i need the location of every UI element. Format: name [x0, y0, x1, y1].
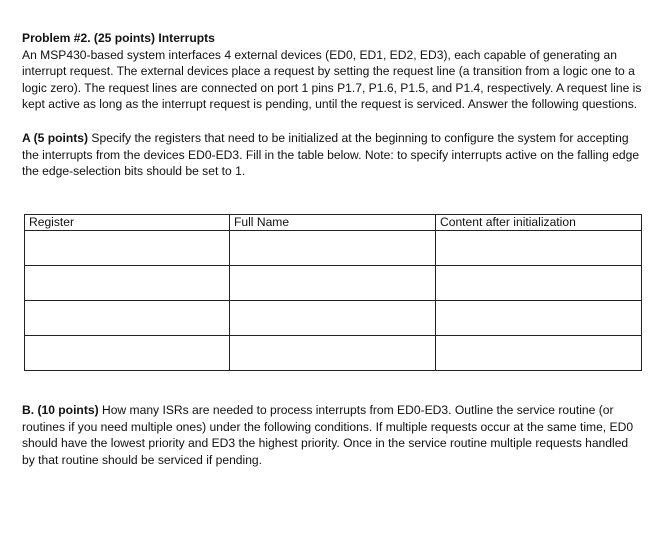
part-b-label: B. (10 points) [22, 403, 99, 417]
problem-section [22, 30, 644, 180]
problem-intro: An MSP430-based system interfaces 4 external devices (ED0, ED1, ED2, ED3), each capable of generating an interrupt request. The external devices place a request by setting the request line (a transition from a logic one to a logic zero). The request lines are connected on port 1 pins P1.7, P1.6, P1.5, and P1.4, respectively. A request line is kept active as long as the interrupt request is pending, until the request is serviced. Answer the following questions. [22, 47, 642, 112]
table-cell[interactable] [436, 301, 642, 336]
part-b-text: How many ISRs are needed to process interrupts from ED0-ED3. Outline the service routine (or routines if you need multiple ones) under the following conditions. If multiple requests occur at the same time, ED0 should have the lowest priority and ED3 the highest priority. Once in the service routine multiple requests handled by that routine should be serviced if pending. [22, 403, 634, 467]
table-cell[interactable] [436, 266, 642, 301]
table-cell[interactable] [230, 336, 436, 371]
part-a-label: A (5 points) [22, 130, 89, 145]
header-register: Register [25, 215, 230, 231]
table-cell[interactable] [25, 336, 230, 371]
problem-title: Problem #2. (25 points) Interrupts [22, 31, 215, 45]
part-a-text: Specify the registers that need to be initialized at the beginning to configure the system for accepting the interrupts from the devices ED0-ED3. Fill in the table below. Note: to specify interrupts active on the falling edge the edge-selection bits should be set to 1. [22, 130, 640, 179]
part-b-section [22, 402, 644, 468]
table-row [25, 266, 642, 301]
table-cell[interactable] [25, 266, 230, 301]
table-cell[interactable] [230, 231, 436, 266]
table-header-row [25, 215, 642, 231]
table-cell[interactable] [436, 231, 642, 266]
table-cell[interactable] [230, 301, 436, 336]
table-row [25, 336, 642, 371]
header-content: Content after initialization [436, 215, 642, 231]
table-row [25, 301, 642, 336]
table-cell[interactable] [25, 231, 230, 266]
part-a-prompt [22, 130, 644, 180]
table-row [25, 231, 642, 266]
part-b-prompt [22, 402, 644, 468]
header-full-name: Full Name [230, 215, 436, 231]
table-cell[interactable] [436, 336, 642, 371]
table-cell[interactable] [25, 301, 230, 336]
table-cell[interactable] [230, 266, 436, 301]
register-table [24, 214, 642, 371]
